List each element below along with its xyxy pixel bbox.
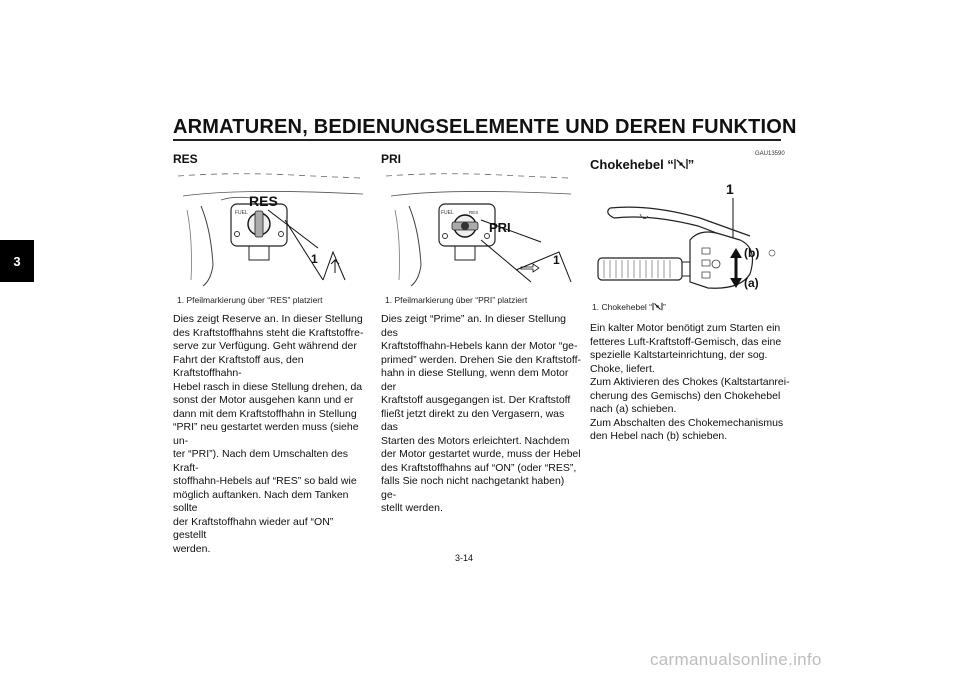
section-code: GAU13590 <box>755 151 785 157</box>
pri-callout: 1 <box>553 253 560 267</box>
choke-icon <box>674 158 688 170</box>
pri-big-label: PRI <box>489 220 511 235</box>
res-fuel-label: FUEL <box>235 210 248 216</box>
choke-label-a: (a) <box>744 276 759 290</box>
choke-small-icon <box>652 302 663 311</box>
choke-heading-post: ” <box>687 157 695 172</box>
title-rule <box>173 139 781 141</box>
pri-body-text: Dies zeigt “Prime” an. In dieser Stellung des Kraftstoffhahn-Hebels kann der Motor “ge- primed” werden. Drehen Sie den Kraftstoff- hahn in diese Stellung, wenn dem Motor der Kraftstoff ausgegangen ist. Der Kraftstoff fließt jetzt direkt zu den Vergasern, was das Starten des Motors erleichtert. Nachdem der Motor gestartet wurde, muss der Hebel des Kraftstoffhahns auf “ON” (oder “RES”, falls Sie noch nicht nachgetankt haben) ge- stellt werden. <box>381 313 581 514</box>
watermark: carmanualsonline.info <box>650 650 822 669</box>
choke-caption-post: ” <box>663 302 666 312</box>
res-figure <box>173 170 368 290</box>
page-title: ARMATUREN, BEDIENUNGSELEMENTE UND DEREN FUNKTION <box>173 116 797 138</box>
res-callout: 1 <box>311 252 318 266</box>
choke-heading-pre: Chokehebel “ <box>590 157 674 172</box>
choke-caption <box>592 302 666 312</box>
pri-arrow-icon <box>521 264 539 272</box>
pri-figure <box>381 170 576 290</box>
choke-heading <box>590 157 694 172</box>
res-heading: RES <box>173 152 198 166</box>
res-body-text: Dies zeigt Reserve an. In dieser Stellung des Kraftstoffhahns steht die Kraftstoffre- serve zur Verfügung. Geht während der Fahrt der Kraftstoff aus, den Kraftstoffhahn- Hebel rasch in diese Stellung drehen, da sonst der Motor ausgehen kann und er dann mit dem Kraftstoffhahn in Stellung “PRI” neu gestartet werden muss (siehe un- ter “PRI”). Nach dem Umschalten des Kraft- stoffhahn-Hebels auf “RES” so bald wie möglich auftanken. Nach dem Tanken sollte der Kraftstoffhahn wieder auf “ON” gestellt werden. <box>173 313 364 555</box>
pri-caption: 1. Pfeilmarkierung über “PRI” platziert <box>385 295 528 305</box>
choke-body-text: Ein kalter Motor benötigt zum Starten ein fetteres Luft-Kraftstoff-Gemisch, das eine spezielle Kaltstarteinrichtung, der sog. Choke, liefert. Zum Aktivieren des Chokes (Kaltstartanrei- cherung des Gemischs) den Chokehebel nach (a) schieben. Zum Abschalten des Chokemechanismus den Hebel nach (b) schieben. <box>590 322 790 442</box>
choke-figure <box>590 178 782 293</box>
res-caption: 1. Pfeilmarkierung über “RES” platziert <box>177 295 323 305</box>
choke-callout: 1 <box>726 181 734 197</box>
chapter-tab: 3 <box>0 240 34 282</box>
pri-fuel-label: FUEL <box>441 210 454 216</box>
pri-res-label: RES <box>469 210 479 215</box>
choke-label-b: (b) <box>744 246 760 260</box>
choke-caption-pre: 1. Chokehebel “ <box>592 302 653 312</box>
pri-heading: PRI <box>381 152 402 166</box>
res-big-label: RES <box>249 193 278 209</box>
page-number: 3-14 <box>455 553 474 563</box>
